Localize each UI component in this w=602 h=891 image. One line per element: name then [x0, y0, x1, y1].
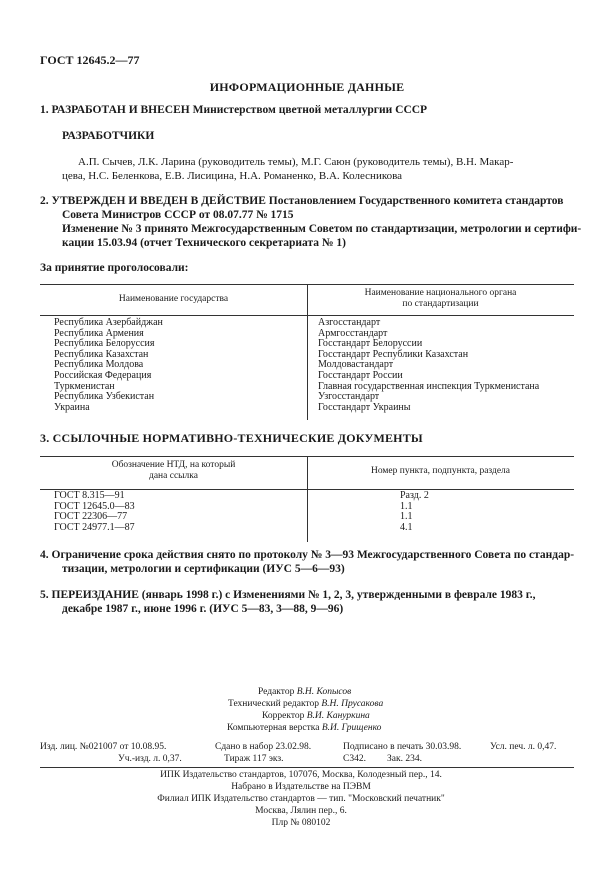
- section-5-line-2: декабре 1987 г., июне 1996 г. (ИУС 5—83, 3—88, 9—96): [62, 603, 344, 615]
- developers-line-2: цева, Н.С. Беленкова, Е.В. Лисицина, Н.А. Романенко, В.А. Колесникова: [62, 170, 403, 182]
- printing-address: Москва, Лялин пер., 6.: [255, 806, 347, 816]
- editor-label: Редактор: [258, 687, 295, 697]
- section-2-line-3: Изменение № 3 принято Межгосударственным Советом по стандартизации, метрологии и сертифи-: [62, 223, 582, 235]
- plr-number: Плр № 080102: [271, 818, 331, 828]
- set-date: Сдано в набор 23.02.98.: [215, 742, 312, 752]
- vote-label: За принятие проголосовали:: [40, 262, 189, 274]
- section-3-heading: 3. ССЫЛОЧНЫЕ НОРМАТИВНО-ТЕХНИЧЕСКИЕ ДОКУМЕНТЫ: [40, 431, 423, 445]
- vote-body: Госстандарт Республики Казахстан: [318, 348, 469, 360]
- editor-name: В.Н. Копысов: [296, 687, 352, 697]
- section-4-line-1: 4. Ограничение срока действия снято по протоколу № 3—93 Межгосударственного Совета по стандар-: [40, 549, 575, 561]
- signed-date: Подписано в печать 30.03.98.: [343, 742, 462, 752]
- section-2-line-4: кации 15.03.94 (отчет Технического секретариата № 1): [62, 237, 346, 249]
- section-2-line-2: Совета Министров СССР от 08.07.77 № 1715: [62, 209, 294, 221]
- ntd-col-doc-header: [40, 460, 307, 482]
- vote-body: Азгосстандарт: [318, 317, 381, 328]
- vote-body: Госстандарт Белоруссии: [318, 338, 423, 350]
- vote-col-body-header: [307, 288, 574, 310]
- printing-house: Филиал ИПК Издательство стандартов — тип. "Московский печатник": [157, 794, 445, 804]
- code: С342.: [343, 754, 366, 764]
- layout-name: В.И. Грищенко: [321, 723, 382, 733]
- section-5-line-1: 5. ПЕРЕИЗДАНИЕ (январь 1998 г.) с Изменениями № 1, 2, 3, утвержденными в феврале 1983 г.,: [40, 589, 536, 601]
- developers-heading: РАЗРАБОТЧИКИ: [62, 130, 155, 142]
- section-4-line-2: тизации, метрологии и сертификации (ИУС 5—6—93): [62, 563, 345, 575]
- corrector-label: Корректор: [262, 711, 305, 721]
- section-2-line-1: 2. УТВЕРЖДЕН И ВВЕДЕН В ДЕЙСТВИЕ Постановлением Государственного комитета стандартов: [40, 195, 564, 207]
- license-number: Изд. лиц. №021007 от 10.08.95.: [40, 742, 167, 752]
- ntd-ref: 1.1: [400, 511, 413, 523]
- ntd-ref-column: [400, 491, 429, 533]
- ntd-doc-column: [54, 491, 135, 533]
- vote-state: Республика Армения: [54, 327, 144, 339]
- vote-col-state-header: Наименование государства: [118, 294, 229, 304]
- ntd-col-doc-header-line-2: дана ссылка: [149, 471, 198, 481]
- vote-state: Украина: [54, 401, 90, 413]
- editor-credit: [258, 687, 351, 699]
- vote-state: Республика Узбекистан: [54, 391, 155, 403]
- imprint-rule: [40, 767, 574, 768]
- vote-state: Республика Азербайджан: [54, 317, 163, 328]
- tech-editor-name: В.Н. Прусакова: [321, 699, 384, 709]
- corrector-name: В.И. Кануркина: [306, 711, 370, 721]
- vote-body: Госстандарт России: [318, 369, 403, 381]
- vote-col-body-header-line-2: по стандартизации: [402, 299, 479, 309]
- vote-body: Главная государственная инспекция Туркменистана: [318, 380, 540, 392]
- vote-body: Молдовастандарт: [318, 359, 394, 371]
- vote-state: Российская Федерация: [54, 369, 152, 381]
- print-run: Тираж 117 экз.: [224, 754, 284, 764]
- section-1-heading: 1. РАЗРАБОТАН И ВНЕСЕН Министерством цветной металлургии СССР: [40, 104, 428, 116]
- ntd-col-ref-header: Номер пункта, подпункта, раздела: [370, 466, 511, 476]
- ntd-ref: 1.1: [400, 500, 413, 512]
- ntd-ref: Разд. 2: [400, 490, 429, 501]
- ntd-doc: ГОСТ 8.315—91: [54, 490, 125, 501]
- layout-credit: [227, 723, 381, 735]
- tech-editor-label: Технический редактор: [228, 699, 319, 709]
- publisher-sheets: Уч.-изд. л. 0,37.: [118, 754, 182, 764]
- ntd-doc: ГОСТ 22306—77: [54, 511, 128, 523]
- vote-body: Госстандарт Украины: [318, 401, 411, 413]
- vote-state: Республика Молдова: [54, 359, 144, 371]
- ntd-doc: ГОСТ 12645.0—83: [54, 500, 135, 512]
- typeset-note: Набрано в Издательстве на ПЭВМ: [231, 782, 371, 792]
- vote-state: Туркменистан: [54, 380, 115, 392]
- vote-col-body-header-line-1: Наименование национального органа: [364, 288, 517, 298]
- vote-body: Узгосстандарт: [318, 391, 380, 403]
- order-number: Зак. 234.: [387, 754, 422, 764]
- ntd-col-doc-header-line-1: Обозначение НТД, на который: [111, 460, 236, 470]
- developers-line-1: А.П. Сычев, Л.К. Ларина (руководитель темы), М.Г. Саюн (руководитель темы), В.Н. Макар-: [78, 156, 514, 168]
- vote-body: Армгосстандарт: [318, 327, 388, 339]
- print-sheets: Усл. печ. л. 0,47.: [490, 742, 557, 752]
- corrector-credit: [262, 711, 370, 723]
- doc-code: ГОСТ 12645.2—77: [40, 53, 140, 67]
- vote-state: Республика Казахстан: [54, 348, 149, 360]
- vote-body-column: [318, 318, 539, 413]
- vote-state-column: [54, 318, 163, 413]
- ntd-doc: ГОСТ 24977.1—87: [54, 521, 135, 533]
- ntd-ref: 4.1: [400, 521, 413, 533]
- vote-table-header-rule: [40, 315, 574, 316]
- layout-label: Компьютерная верстка: [227, 723, 320, 733]
- tech-editor-credit: [228, 699, 383, 711]
- publisher-address: ИПК Издательство стандартов, 107076, Москва, Колодезный пер., 14.: [160, 770, 442, 780]
- page-title: ИНФОРМАЦИОННЫЕ ДАННЫЕ: [209, 80, 405, 94]
- vote-state: Республика Белоруссия: [54, 338, 155, 350]
